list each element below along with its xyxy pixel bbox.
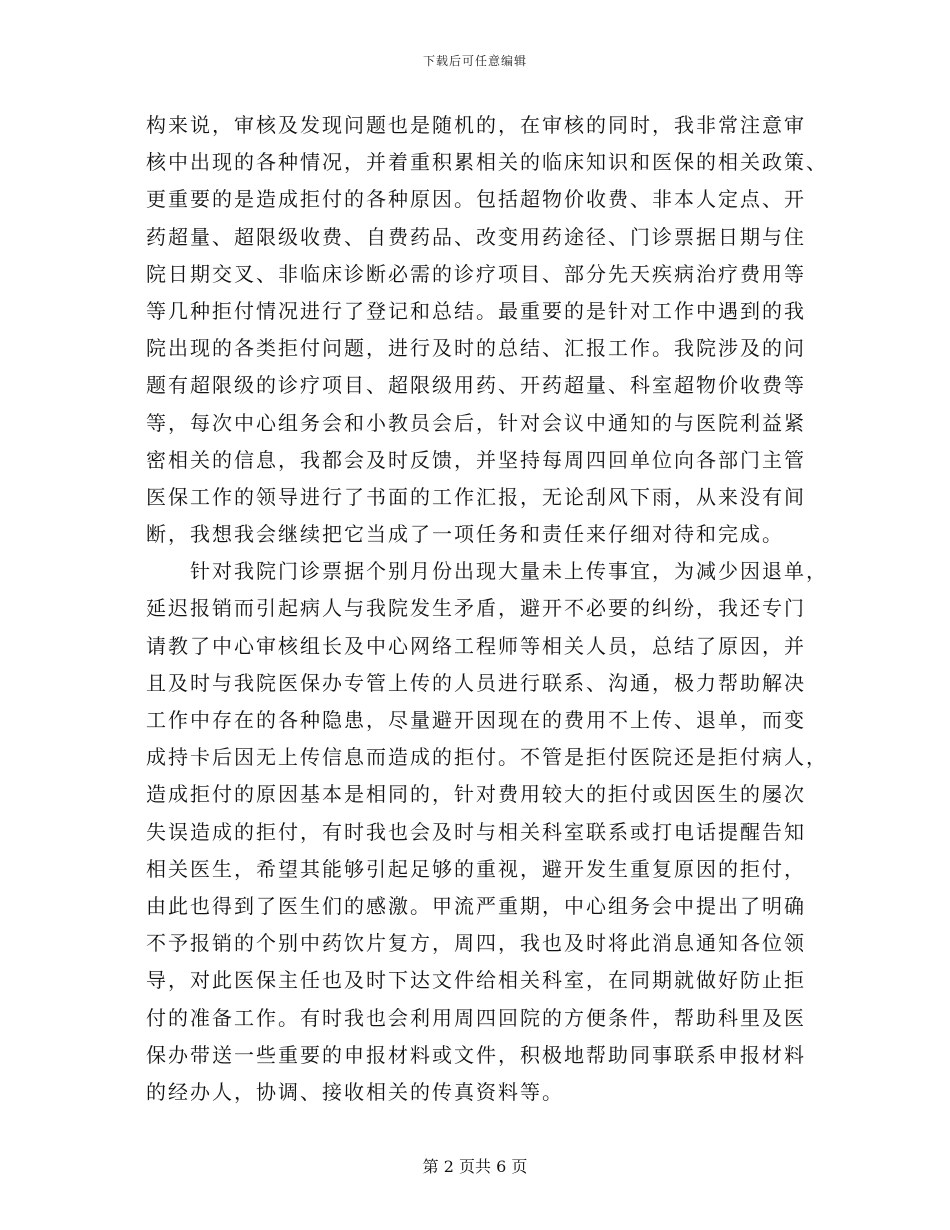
paragraph-line: 导，对此医保主任也及时下达文件给相关科室，在同期就做好防止拒: [146, 968, 806, 993]
paragraph-line: 医保工作的领导进行了书面的工作汇报，无论刮风下雨，从来没有间: [146, 484, 806, 509]
paragraph-line: 构来说，审核及发现问题也是随机的，在审核的同时，我非常注意审: [146, 113, 806, 137]
paragraph-1: [146, 107, 828, 553]
paragraph-line: 核中出现的各种情况，并着重积累相关的临床知识和医保的相关政策、: [146, 150, 828, 175]
paragraph-line: 成持卡后因无上传信息而造成的拒付。不管是拒付医院还是拒付病人，: [146, 745, 828, 770]
paragraph-line-first: 针对我院门诊票据个别月份出现大量未上传事宜，为减少因退单，: [190, 559, 828, 584]
paragraph-line: 保办带送一些重要的申报材料或文件，积极地帮助同事联系申报材料: [146, 1042, 806, 1067]
paragraph-line: 题有超限级的诊疗项目、超限级用药、开药超量、科室超物价收费等: [146, 373, 806, 398]
paragraph-line: 断，我想我会继续把它当成了一项任务和责任来仔细对待和完成。: [146, 522, 784, 547]
paragraph-line: 付的准备工作。有时我也会利用周四回院的方便条件，帮助科里及医: [146, 1005, 806, 1030]
page-header: 下载后可任意编辑: [422, 54, 527, 68]
paragraph-line: 药超量、超限级收费、自费药品、改变用药途径、门诊票据日期与住: [146, 224, 806, 249]
paragraph-line: 失误造成的拒付，有时我也会及时与相关科室联系或打电话提醒告知: [146, 819, 806, 844]
paragraph-line: 院出现的各类拒付问题，进行及时的总结、汇报工作。我院涉及的问: [146, 336, 806, 361]
document-body: [146, 107, 828, 1111]
paragraph-line: 等，每次中心组务会和小教员会后，针对会议中通知的与医院利益紧: [146, 410, 806, 435]
paragraph-line: 等几种拒付情况进行了登记和总结。最重要的是针对工作中遇到的我: [146, 298, 806, 323]
paragraph-line: 相关医生，希望其能够引起足够的重视，避开发生重复原因的拒付，: [146, 856, 806, 881]
paragraph-line: 院日期交叉、非临床诊断必需的诊疗项目、部分先天疾病治疗费用等: [146, 261, 806, 286]
paragraph-2: [146, 553, 828, 1111]
paragraph-line: 且及时与我院医保办专管上传的人员进行联系、沟通，极力帮助解决: [146, 670, 806, 695]
paragraph-line: 工作中存在的各种隐患，尽量避开因现在的费用不上传、退单，而变: [146, 708, 806, 732]
paragraph-line: 的经办人，协调、接收相关的传真资料等。: [146, 1079, 564, 1104]
paragraph-line: 延迟报销而引起病人与我院发生矛盾，避开不必要的纠纷，我还专门: [146, 596, 806, 621]
paragraph-line: 由此也得到了医生们的感激。甲流严重期，中心组务会中提出了明确: [146, 893, 806, 918]
paragraph-line: 密相关的信息，我都会及时反馈，并坚持每周四回单位向各部门主管: [146, 447, 806, 472]
page-footer: 第 2 页共 6 页: [422, 1157, 528, 1176]
paragraph-line: 造成拒付的原因基本是相同的，针对费用较大的拒付或因医生的屡次: [146, 782, 806, 807]
paragraph-line: 更重要的是造成拒付的各种原因。包括超物价收费、非本人定点、开: [146, 187, 806, 212]
paragraph-line: 请教了中心审核组长及中心网络工程师等相关人员，总结了原因，并: [146, 633, 806, 658]
paragraph-line: 不予报销的个别中药饮片复方，周四，我也及时将此消息通知各位领: [146, 931, 806, 956]
